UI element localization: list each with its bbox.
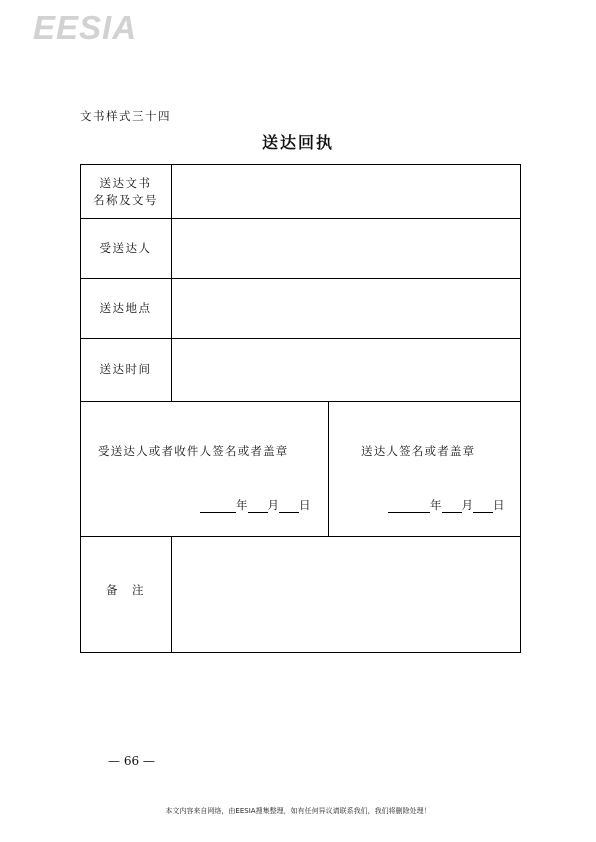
time-label: 送达时间: [99, 362, 152, 376]
server-sign-date[interactable]: [388, 497, 505, 513]
recipient-field[interactable]: [172, 219, 520, 278]
document-title: 送达回执: [261, 133, 334, 152]
location-field[interactable]: [172, 279, 520, 338]
eesia-logo: EESIA: [33, 9, 138, 46]
month-label: 月: [267, 498, 279, 512]
document-name-label-line1: 送达文书: [99, 176, 152, 190]
location-label: 送达地点: [99, 301, 152, 315]
table-border-left: [80, 164, 81, 653]
document-name-field[interactable]: [172, 165, 520, 218]
table-border-right: [520, 164, 521, 653]
server-signature-label: 送达人签名或者盖章: [361, 444, 476, 458]
recipient-label: 受送达人: [99, 241, 152, 255]
footer-note: 本文内容来自网络，由EESIA搜集整理，如有任何异议请联系我们，我们将删除处理！: [165, 807, 431, 815]
signature-column-divider: [328, 401, 329, 536]
document-name-label: [80, 175, 171, 209]
table-border-bottom: [80, 652, 521, 653]
day-label: 日: [493, 498, 505, 512]
page-number: — 66 —: [108, 754, 155, 768]
form-number: 文书样式三十四: [80, 109, 171, 123]
time-field[interactable]: [172, 339, 520, 401]
year-label: 年: [430, 498, 442, 512]
row-divider: [80, 401, 521, 402]
day-label: 日: [299, 498, 311, 512]
recipient-signature-label: 受送达人或者收件人签名或者盖章: [98, 444, 289, 458]
remarks-field[interactable]: [172, 537, 520, 652]
year-label: 年: [236, 498, 248, 512]
remarks-label: 备 注: [106, 583, 145, 597]
recipient-sign-date[interactable]: [200, 497, 311, 513]
delivery-receipt-table: [80, 164, 521, 653]
document-name-label-line2: 名称及文号: [93, 193, 158, 207]
month-label: 月: [461, 498, 473, 512]
